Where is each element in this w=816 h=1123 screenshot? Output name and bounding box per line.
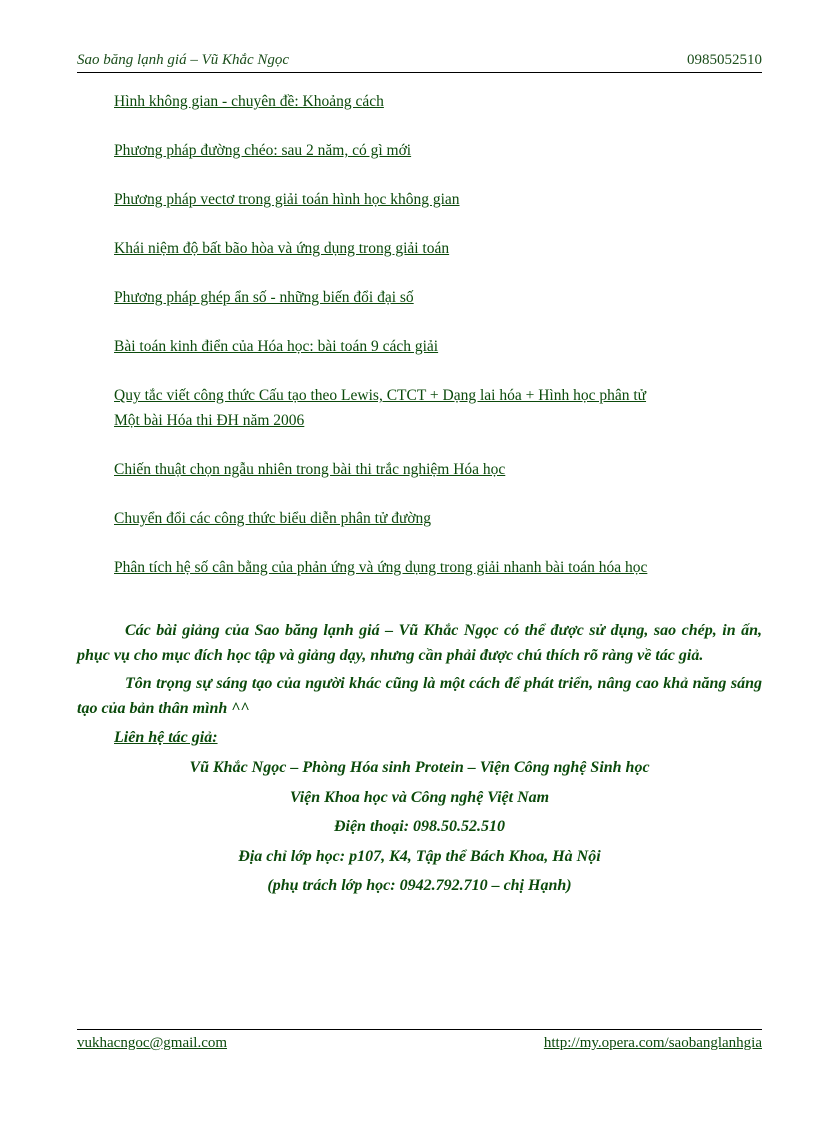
footer-email-link[interactable]: vukhacngoc@gmail.com bbox=[77, 1035, 228, 1051]
page-header bbox=[77, 52, 762, 73]
usage-notice bbox=[77, 618, 762, 724]
contact-line-class-manager: (phụ trách lớp học: 0942.792.710 – chị Hạnh) bbox=[267, 877, 572, 894]
header-author: Sao băng lạnh giá – Vũ Khắc Ngọc bbox=[77, 52, 290, 68]
contact-heading: Liên hệ tác giả: bbox=[114, 729, 218, 746]
footer-url-link[interactable]: http://my.opera.com/saobanglanhgia bbox=[543, 1035, 762, 1051]
lecture-link[interactable]: Chiến thuật chọn ngẫu nhiên trong bài thi trắc nghiệm Hóa học bbox=[114, 461, 506, 478]
page-footer bbox=[77, 1029, 762, 1054]
header-phone: 0985052510 bbox=[687, 52, 762, 68]
lecture-link[interactable]: Chuyển đổi các công thức biểu diễn phân tử đường bbox=[114, 510, 432, 527]
respect-notice-paragraph: Tôn trọng sự sáng tạo của người khác cũng là một cách để phát triển, nâng cao khả năng sáng tạo của bản thân mình ^^ bbox=[77, 675, 762, 717]
lecture-link[interactable]: Khái niệm độ bất bão hòa và ứng dụng trong giải toán bbox=[114, 240, 450, 257]
contact-block bbox=[77, 757, 762, 905]
contact-line-institute: Viện Khoa học và Công nghệ Việt Nam bbox=[289, 788, 550, 806]
lecture-link[interactable]: Phân tích hệ số cân bằng của phản ứng và ứng dụng trong giải nhanh bài toán hóa học bbox=[114, 559, 648, 576]
usage-notice-paragraph: Các bài giảng của Sao băng lạnh giá – Vũ Khắc Ngọc có thể được sử dụng, sao chép, in ấn, phục vụ cho mục đích học tập và giảng dạy, nhưng cần phải được chú thích rõ ràng về tác giả. bbox=[77, 622, 762, 664]
lecture-link[interactable]: Phương pháp đường chéo: sau 2 năm, có gì mới bbox=[114, 142, 412, 159]
lecture-link[interactable]: Hình không gian - chuyên đề: Khoảng cách bbox=[114, 93, 384, 110]
lecture-link[interactable]: Phương pháp ghép ẩn số - những biến đổi đại số bbox=[114, 289, 414, 306]
lecture-link[interactable]: Bài toán kinh điển của Hóa học: bài toán 9 cách giải bbox=[114, 338, 439, 355]
lecture-link[interactable]: Một bài Hóa thi ĐH năm 2006 bbox=[114, 412, 305, 429]
contact-line-phone: Điện thoại: 098.50.52.510 bbox=[333, 818, 506, 835]
contact-line-address: Địa chỉ lớp học: p107, K4, Tập thể Bách Khoa, Hà Nội bbox=[238, 847, 601, 865]
contact-line-name: Vũ Khắc Ngọc – Phòng Hóa sinh Protein – Viện Công nghệ Sinh học bbox=[189, 759, 650, 776]
lecture-link[interactable]: Phương pháp vectơ trong giải toán hình học không gian bbox=[114, 191, 460, 208]
lecture-link[interactable]: Quy tắc viết công thức Cấu tạo theo Lewis, CTCT + Dạng lai hóa + Hình học phân tử bbox=[114, 387, 647, 404]
